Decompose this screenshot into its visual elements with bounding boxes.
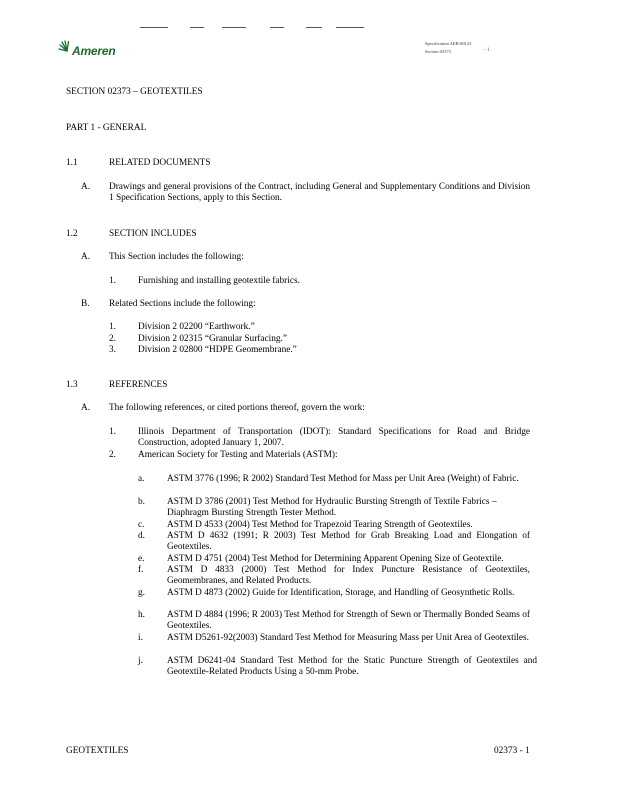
article-1-3-title: REFERENCES xyxy=(109,380,168,390)
subitem-text: ASTM D5261-92(2003) Standard Test Method for Measuring Mass per Unit Area of Geotextiles. xyxy=(167,633,529,643)
list-text: Furnishing and installing geotextile fabrics. xyxy=(138,276,300,286)
paragraph-letter: A. xyxy=(81,182,91,192)
paragraph-letter: B. xyxy=(81,299,90,309)
ameren-logo xyxy=(58,38,138,64)
paragraph-letter: A. xyxy=(81,252,91,262)
article-1-3-number: 1.3 xyxy=(66,380,78,390)
subitem-letter: i. xyxy=(138,633,143,643)
subitem-letter: d. xyxy=(138,531,145,541)
subitem-text: ASTM D 4751 (2004) Test Method for Determining Apparent Opening Size of Geotextile. xyxy=(167,554,504,564)
subitem-text: ASTM D 4884 (1996; R 2003) Test Method for Strength of Sewn or Thermally Bonded Seams of Geotextiles. xyxy=(167,610,530,631)
list-text: Division 2 02200 “Earthwork.” xyxy=(138,322,255,332)
subitem-letter: f. xyxy=(138,565,144,575)
paragraph-text: Drawings and general provisions of the Contract, including General and Supplementary Conditions and Division 1 Specification Sections, apply to this Section. xyxy=(109,182,530,203)
subitem-text: ASTM D 4533 (2004) Test Method for Trapezoid Tearing Strength of Geotextiles. xyxy=(167,520,473,530)
header-rules xyxy=(140,27,370,31)
spec-page: - 1 xyxy=(484,48,490,53)
list-text: Illinois Department of Transportation (IDOT): Standard Specifications for Road and Bridge Construction, adopted January 1, 2007. xyxy=(138,427,530,448)
paragraph-text: This Section includes the following: xyxy=(109,252,244,262)
subitem-text: ASTM D 4873 (2002) Guide for Identification, Storage, and Handling of Geosynthetic Rolls. xyxy=(167,588,515,598)
list-text: Division 2 02800 “HDPE Geomembrane.” xyxy=(138,345,297,355)
list-number: 1. xyxy=(109,322,116,332)
list-number: 3. xyxy=(109,345,116,355)
article-1-2-number: 1.2 xyxy=(66,229,78,239)
list-number: 1. xyxy=(109,276,116,286)
article-1-2-title: SECTION INCLUDES xyxy=(109,229,197,239)
list-text: American Society for Testing and Materials (ASTM): xyxy=(138,450,338,460)
list-number: 1. xyxy=(109,427,116,437)
subitem-text: ASTM D6241-04 Standard Test Method for the Static Puncture Strength of Geotextiles and Geotextile-Related Products Using a 50-mm Probe. xyxy=(167,656,537,677)
list-number: 2. xyxy=(109,334,116,344)
subitem-letter: c. xyxy=(138,520,145,530)
article-1-1-title: RELATED DOCUMENTS xyxy=(109,158,211,168)
list-text: Division 2 02315 “Granular Surfacing.” xyxy=(138,334,287,344)
article-1-1-number: 1.1 xyxy=(66,158,78,168)
subitem-text: ASTM D 4833 (2000) Test Method for Index Puncture Resistance of Geotextiles, Geomembranes, and Related Products. xyxy=(167,565,530,586)
subitem-text: ASTM D 4632 (1991; R 2003) Test Method for Grab Breaking Load and Elongation of Geotextiles. xyxy=(167,531,530,552)
paragraph-letter: A. xyxy=(81,403,91,413)
spec-info-line2: Section 02373 xyxy=(425,49,451,54)
subitem-letter: b. xyxy=(138,497,145,507)
paragraph-text: The following references, or cited portions thereof, govern the work: xyxy=(109,403,365,413)
subitem-text: ASTM D 3786 (2001) Test Method for Hydraulic Bursting Strength of Textile Fabrics – Diaphragm Bursting Strength Tester Method. xyxy=(167,497,497,518)
spec-info xyxy=(425,40,471,56)
list-number: 2. xyxy=(109,450,116,460)
subitem-letter: h. xyxy=(138,610,145,620)
part-title: PART 1 - GENERAL xyxy=(66,123,147,133)
subitem-letter: a. xyxy=(138,474,145,484)
footer-left: GEOTEXTILES xyxy=(66,746,129,756)
subitem-letter: j. xyxy=(138,656,143,666)
subitem-letter: g. xyxy=(138,588,145,598)
logo-text: Ameren xyxy=(72,44,116,58)
footer-right: 02373 - 1 xyxy=(494,746,530,756)
sunburst-icon xyxy=(58,40,72,54)
paragraph-text: Related Sections include the following: xyxy=(109,299,256,309)
spec-info-line1: Specification AEB-00123 xyxy=(425,41,472,46)
subitem-text: ASTM 3776 (1996; R 2002) Standard Test Method for Mass per Unit Area (Weight) of Fabric. xyxy=(167,474,519,484)
subitem-letter: e. xyxy=(138,554,145,564)
section-title: SECTION 02373 – GEOTEXTILES xyxy=(66,87,203,97)
